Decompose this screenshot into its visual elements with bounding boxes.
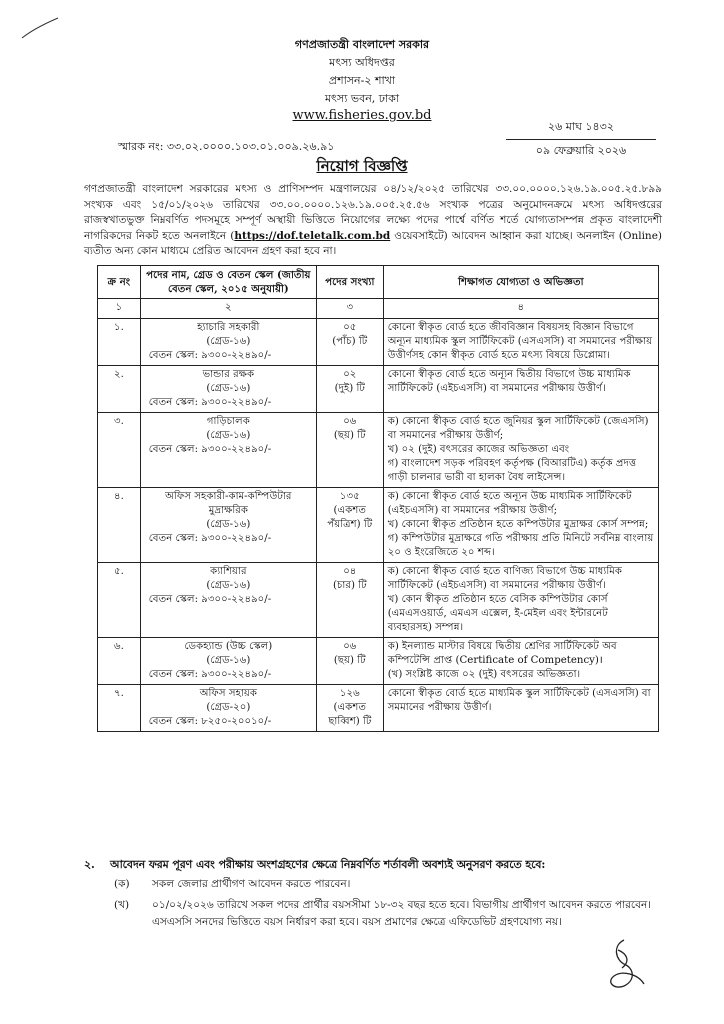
post-grade: (গ্রেড-১৬) — [206, 580, 251, 591]
row-count-cell — [316, 319, 383, 366]
row-serial: ৫. — [98, 563, 141, 638]
post-count-words: (পাঁচ) টি — [332, 336, 368, 347]
section2-number: ২. — [84, 858, 95, 871]
table-row — [98, 413, 659, 488]
post-pay-scale: বেতন স্কেল: ৯৩০০-২২৪৯০/- — [148, 533, 272, 544]
section2-heading-text: আবেদন ফরম পূরণ এবং পরীক্ষায় অংশগ্রহণের ক্ষেত্রে নিম্নবর্ণিত শর্তাবলী অবশ্যই অনুসরণ করতে হবে: — [110, 858, 546, 871]
intro-paragraph — [84, 182, 662, 260]
col-header-serial: ক্র নং — [98, 266, 141, 299]
table-row — [98, 685, 659, 732]
section-name: প্রশাসন-২ শাখা — [328, 74, 396, 87]
post-grade: (গ্রেড-১৬) — [206, 430, 251, 441]
row-serial: ৪. — [98, 488, 141, 563]
row-post-cell — [140, 413, 316, 488]
condition-item-a — [114, 876, 350, 893]
row-post-cell — [140, 319, 316, 366]
qualification-line: কোনো স্বীকৃত বোর্ড হতে অন্যূন দ্বিতীয় বিভাগে উচ্চ মাধ্যমিক সার্টিফিকেট (এইচএসসি) বা সমমানের পরীক্ষায় উত্তীর্ণ। — [387, 369, 631, 394]
application-link[interactable]: https://dof.teletalk.com.bd — [234, 229, 391, 242]
table-body — [98, 319, 659, 732]
post-count: ০৫ — [343, 322, 357, 333]
row-count-cell — [316, 638, 383, 685]
condition-item-b — [114, 897, 674, 931]
row-count-cell — [316, 413, 383, 488]
memo-number: স্মারক নং: ৩৩.০২.০০০০.১০৩.০১.০০৯.২৬.৯১ — [118, 140, 335, 153]
post-pay-scale: বেতন স্কেল: ৯৩০০-২২৪৯০/- — [148, 594, 272, 605]
post-count-words: (চার) টি — [332, 580, 367, 591]
post-count: ০২ — [343, 369, 357, 380]
col-header-post: পদের নাম, গ্রেড ও বেতন স্কেল (জাতীয় বেতন স্কেল, ২০১৫ অনুযায়ী) — [140, 266, 316, 299]
condition-label: (খ) — [114, 899, 130, 911]
date-english: ০৯ ফেব্রুয়ারি ২০২৬ — [535, 144, 627, 157]
row-qualification-cell — [383, 366, 658, 413]
row-count-cell — [316, 488, 383, 563]
col-header-count: পদের সংখ্যা — [316, 266, 383, 299]
post-pay-scale: বেতন স্কেল: ৯৩০০-২২৪৯০/- — [148, 350, 272, 361]
qualification-line: ক) কোনো স্বীকৃত বোর্ড হতে বাণিজ্য বিভাগে উচ্চ মাধ্যমিক সার্টিফিকেট (এইচএসসি) বা সমমানের পরীক্ষায় উত্তীর্ণ। — [387, 566, 623, 591]
date-bangla: ২৬ মাঘ ১৪৩২ — [506, 118, 656, 140]
row-qualification-cell — [383, 413, 658, 488]
post-count-words: (দুই) টি — [334, 383, 365, 394]
row-qualification-cell — [383, 638, 658, 685]
website-link[interactable]: www.fisheries.gov.bd — [292, 108, 432, 123]
qualification-line: ক) ইনল্যান্ড মাস্টার বিষয়ে দ্বিতীয় শ্রেণির সার্টিফিকেট অব কম্পিটেন্সি প্রাপ্ত (Certificate of Competency)। — [387, 641, 617, 666]
row-post-cell — [140, 563, 316, 638]
post-grade: (গ্রেড-১৬) — [206, 655, 251, 666]
qualification-line: গ) বাংলাদেশ সড়ক পরিবহণ কর্তৃপক্ষ (বিআরটিএ) কর্তৃক প্রদত্ত গাড়ী চালনার ভারী বা হালকা বৈধ লাইসেন্স। — [387, 458, 637, 483]
intro-part1: গণপ্রজাতন্ত্রী বাংলাদেশ সরকারের মৎস্য ও প্রাণিসম্পদ মন্ত্রণালয়ের ০৪/১২/২০২৫ তারিখের ৩৩.০০.০০০০.১২৬.১৯.০০৫.২৫.৮৯৯ সংখ্যক এবং ১৫/০১/২০২৬ তারিখের ৩৩.০০.০০০০.১২৬.১৯.০০৫.২৫.৫৬ সংখ্যক পত্রের অনুমোদনক্রমে মৎস্য অধিদপ্তরের রাজস্বখাতভুক্ত নিম্নবর্ণিত পদসমূহে সম্পূর্ণ অস্থায়ী ভিত্তিতে নিয়োগের লক্ষ্যে পদের পার্শ্বে বর্ণিত শর্তে যোগ্যতাসম্পন্ন প্রকৃত বাংলাদেশী নাগরিকদের নিকট হতে অনলাইনে ( — [84, 183, 662, 242]
qualification-line: ক) কোনো স্বীকৃত বোর্ড হতে জুনিয়র স্কুল সার্টিফিকেট (জেএসসি) বা সমমানের পরীক্ষায় উত্তীর্ণ; — [387, 416, 649, 441]
row-qualification-cell — [383, 685, 658, 732]
qualification-line: কোনো স্বীকৃত বোর্ড হতে জীববিজ্ঞান বিষয়সহ বিজ্ঞান বিভাগে অন্যূন মাধ্যমিক স্কুল সার্টিফিকেট (এসএসসি) বা সমমানের পরীক্ষায় উত্তীর্ণসহ কোন স্বীকৃত বোর্ড হতে মৎস্য বিষয়ে ডিপ্লোমা। — [387, 322, 653, 361]
post-count: ০৬ — [343, 641, 357, 652]
condition-text: সকল জেলার প্রার্থীগণ আবেদন করতে পারবেন। — [152, 878, 351, 890]
row-post-cell — [140, 366, 316, 413]
qualification-line: গ) কম্পিউটার মুদ্রাক্ষরে গতি পরীক্ষায় প্রতি মিনিটে সর্বনিম্ন বাংলায় ২০ ও ইংরেজিতে ২০ শব্দ। — [387, 533, 654, 558]
row-count-cell — [316, 685, 383, 732]
post-grade: (গ্রেড-১৬) — [206, 383, 251, 394]
post-name: অফিস সহকারী-কাম-কম্পিউটার মুদ্রাক্ষরিক — [165, 491, 292, 516]
post-count: ০৪ — [343, 566, 357, 577]
condition-label: (ক) — [114, 878, 130, 890]
row-count-cell — [316, 563, 383, 638]
post-pay-scale: বেতন স্কেল: ৮২৫০-২০০১০/- — [148, 716, 272, 727]
col-header-qualification: শিক্ষাগত যোগ্যতা ও অভিজ্ঞতা — [383, 266, 658, 299]
col-number: ৩ — [316, 299, 383, 319]
qualification-line: কোনো স্বীকৃত বোর্ড হতে মাধ্যমিক স্কুল সার্টিফিকেট (এসএসসি) বা সমমানের পরীক্ষায় উত্তীর্ণ। — [387, 688, 651, 713]
page-title — [0, 155, 724, 180]
post-name: ডেকহ্যান্ড (উচ্চ স্কেল) — [184, 641, 273, 652]
col-number: ১ — [98, 299, 141, 319]
posts-table — [97, 265, 659, 732]
post-grade: (গ্রেড-১৬) — [206, 336, 251, 347]
row-serial: ৩. — [98, 413, 141, 488]
column-number-row — [98, 299, 659, 319]
table-row — [98, 488, 659, 563]
post-count-words: (একশত পঁয়ত্রিশ) টি — [327, 505, 373, 530]
qualification-line: (খ) সংশ্লিষ্ট কাজে ০২ (দুই) বৎসরের অভিজ্ঞতা। — [387, 669, 581, 680]
post-grade: (গ্রেড-১৬) — [206, 519, 251, 530]
post-name: ভান্ডার রক্ষক — [202, 369, 255, 380]
post-count: ১২৬ — [339, 688, 360, 699]
row-post-cell — [140, 638, 316, 685]
qualification-line: খ) কোনো স্বীকৃত প্রতিষ্ঠান হতে কম্পিউটার মুদ্রাক্ষর কোর্স সম্পন্ন; — [387, 519, 649, 530]
table-row — [98, 319, 659, 366]
signature — [594, 936, 654, 996]
table-row — [98, 366, 659, 413]
post-count-words: (একশত ছাব্বিশ) টি — [328, 702, 372, 727]
post-count-words: (ছয়) টি — [333, 430, 366, 441]
post-count: ১৩৫ — [339, 491, 360, 502]
post-pay-scale: বেতন স্কেল: ৯৩০০-২২৪৯০/- — [148, 444, 272, 455]
qualification-line: খ) কোন স্বীকৃত প্রতিষ্ঠান হতে বেসিক কম্পিউটার কোর্স (এমএসওয়ার্ড, এমএস এক্সেল, ই-মেইল এবং ইন্টারনেট ব্যবহারসহ) সম্পন্ন। — [387, 594, 608, 633]
office-address: মৎস্য ভবন, ঢাকা — [324, 92, 400, 105]
post-name: ক্যাশিয়ার — [210, 566, 247, 577]
post-count-words: (ছয়) টি — [333, 655, 366, 666]
title-text: নিয়োগ বিজ্ঞপ্তি — [316, 157, 408, 175]
row-qualification-cell — [383, 488, 658, 563]
qualification-line: খ) ০২ (দুই) বৎসরের কাজের অভিজ্ঞতা এবং — [387, 444, 570, 455]
post-pay-scale: বেতন স্কেল: ৯৩০০-২২৪৯০/- — [148, 397, 272, 408]
col-number: ২ — [140, 299, 316, 319]
department-name: মৎস্য অধিদপ্তর — [329, 56, 395, 69]
row-qualification-cell — [383, 563, 658, 638]
post-name: গাড়িচালক — [206, 416, 250, 427]
condition-text: ০১/০২/২০২৬ তারিখে সকল পদের প্রার্থীর বয়সসীমা ১৮-৩২ বছর হতে হবে। বিভাগীয় প্রার্থীগণ আবেদন করতে পারবেন। এসএসসি সনদের ভিত্তিতে বয়স নির্ধারণ করা হবে। বয়স প্রমাণের ক্ষেত্রে এফিডেভিট গ্রহণযোগ্য নয়। — [152, 899, 652, 928]
table-header-row — [98, 266, 659, 299]
post-name: অফিস সহায়ক — [199, 688, 258, 699]
post-grade: (গ্রেড-২০) — [206, 702, 251, 713]
post-pay-scale: বেতন স্কেল: ৯৩০০-২২৪৯০/- — [148, 669, 272, 680]
intro-part2: ওয়েবসাইটে) আবেদন আহ্বান করা যাচ্ছে। অনলাইন (Online) ব্যতীত অন্য কোন মাধ্যমে প্রেরিত আবেদন গ্রহণ করা হবে না। — [84, 229, 662, 257]
row-serial: ২. — [98, 366, 141, 413]
row-count-cell — [316, 366, 383, 413]
row-serial: ৭. — [98, 685, 141, 732]
row-post-cell — [140, 685, 316, 732]
table-row — [98, 563, 659, 638]
qualification-line: ক) কোনো স্বীকৃত বোর্ড হতে অন্যূন উচ্চ মাধ্যমিক সার্টিফিকেট (এইচএসসি) বা সমমানের পরীক্ষায় উত্তীর্ণ; — [387, 491, 632, 516]
govt-name: গণপ্রজাতন্ত্রী বাংলাদেশ সরকার — [294, 38, 430, 51]
row-post-cell — [140, 488, 316, 563]
section2-heading — [84, 856, 545, 875]
post-count: ০৬ — [343, 416, 357, 427]
row-qualification-cell — [383, 319, 658, 366]
post-name: হ্যাচারি সহকারী — [197, 322, 260, 333]
row-serial: ৬. — [98, 638, 141, 685]
row-serial: ১. — [98, 319, 141, 366]
table-row — [98, 638, 659, 685]
col-number: ৪ — [383, 299, 658, 319]
